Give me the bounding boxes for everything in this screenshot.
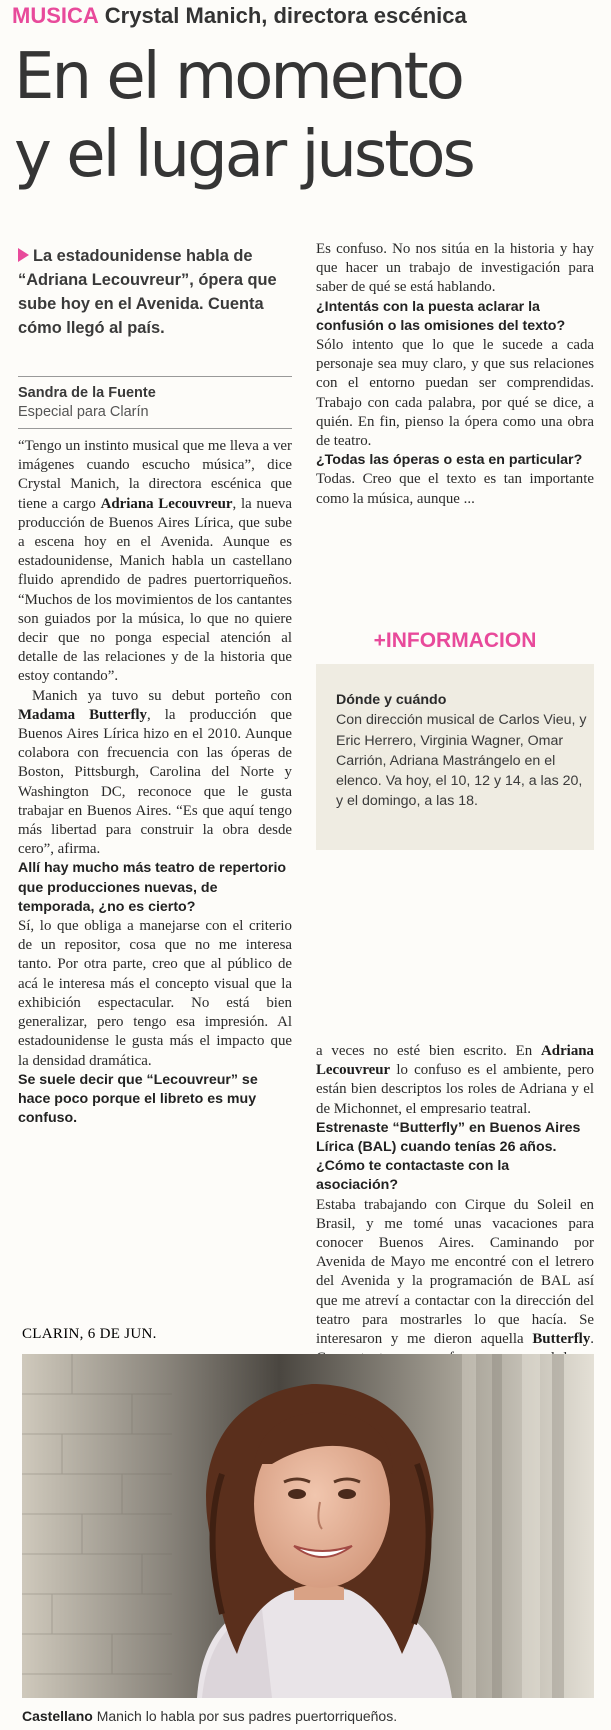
answer: Es confuso. No nos sitúa en la historia y hay que hacer un trabajo de investigación para saber de qué se está hablando.	[316, 241, 594, 296]
paragraph-text: lo confuso es el ambiente, pero están bien descriptos los roles de Adriana y el de Michonnet, el empresario teatral.	[316, 1062, 594, 1117]
caption-text: Manich lo habla por sus padres puertorriqueños.	[96, 1708, 398, 1724]
answer: Todas. Creo que el texto es tan importante como la música, aunque ...	[316, 471, 594, 507]
info-content	[336, 690, 588, 812]
arrow-icon	[18, 248, 29, 262]
source-stamp: CLARIN, 6 DE JUN.	[22, 1326, 157, 1342]
divider	[18, 428, 292, 429]
kicker-title: Crystal Manich, directora escénica	[104, 3, 467, 28]
paragraph	[18, 437, 292, 687]
headline-line-2: y el lugar justos	[14, 118, 473, 192]
paragraph	[18, 687, 292, 860]
column-right-top	[316, 240, 594, 509]
headline	[14, 38, 609, 194]
paragraph-text: , la producción que Buenos Aires Lírica hizo en el 2010. Aunque colabora con frecuencia con las óperas de Boston, Pittsburgh, Carolina del Norte y Washington DC, reconoce que le gusta trabajar en Buenos Aires. “Es que aquí tengo más libertad para construir la obra desde cero”, afirma.	[18, 706, 292, 858]
question: Estrenaste “Butterfly” en Buenos Aires Lírica (BAL) cuando tenías 26 años. ¿Cómo te contactaste con la asociación?	[316, 1119, 581, 1194]
answer	[316, 1042, 594, 1119]
column-right-bottom	[316, 1042, 594, 1388]
bold-title: Madama Butterfly	[18, 706, 147, 723]
question: ¿Todas las óperas o esta en particular?	[316, 452, 583, 469]
info-box	[316, 664, 594, 850]
info-heading: Dónde y cuándo	[336, 692, 447, 708]
deck-text: La estadounidense habla de “Adriana Lecouvreur”, ópera que sube hoy en el Avenida. Cuenta cómo llegó al país.	[18, 247, 277, 337]
headline-line-1: En el momento	[14, 40, 462, 114]
caption-lead: Castellano	[22, 1708, 93, 1724]
info-title: +INFORMACION	[373, 629, 537, 652]
paragraph-text: “Tengo un instinto musical que me lleva a ver imágenes cuando escucho música”, dice Crystal Manich, la directora escénica que tiene a cargo	[18, 438, 292, 512]
paragraph-text: Manich ya tuvo su debut porteño con	[32, 687, 292, 704]
paragraph-text: , la nueva producción de Buenos Aires Lírica, que sube a escena hoy en el Avenida. Aunque es estadounidense, Manich habla un castellano fluido aprendido de padres puertorriqueños. “Muchos de los movimientos de los cantantes son guiados por la música, lo que no quiere decir que no ponga especial atención al detalle de las relaciones y de la historia que estoy contando”.	[18, 495, 292, 685]
paragraph-text: Estaba trabajando con Cirque du Soleil en Brasil, y me tomé unas vacaciones para conocer Buenos Aires. Caminando por Avenida de Mayo me encontré con el letrero del Avenida y la programación de BAL así que me atreví a contactar con la dirección del teatro para mostrarles lo que hacía. Se interesaron y me dieron aquella	[316, 1196, 594, 1348]
paragraph-text: a veces no esté bien escrito. En	[316, 1043, 533, 1059]
article-kicker	[12, 2, 607, 30]
divider	[18, 376, 292, 377]
answer: Sólo intento que lo que le sucede a cada personaje sea muy claro, y que sus relaciones con el entorno puedan ser comprendidas. Trabajo con cada palabra, por qué se dice, a quién. En fin, pienso la ópera como una obra de teatro.	[316, 337, 594, 450]
photo-caption	[22, 1708, 602, 1724]
question: Se suele decir que “Lecouvreur” se hace poco porque el libreto es muy confuso.	[18, 1071, 258, 1127]
bold-title: Adriana Lecouvreur	[100, 495, 233, 512]
byline	[18, 384, 292, 422]
question: ¿Intentás con la puesta aclarar la confusión o las omisiones del texto?	[316, 298, 566, 334]
column-left	[18, 437, 292, 1128]
info-body: Con dirección musical de Carlos Vieu, y Eric Herrero, Virginia Wagner, Omar Carrión, Adriana Mastrángelo en el elenco. Va hoy, el 10, 12 y 14, a las 20, y el domingo, a las 18.	[336, 712, 587, 810]
question: Allí hay mucho más teatro de repertorio que producciones nuevas, de temporada, ¿no es cierto?	[18, 860, 287, 915]
bold-title: Butterfly	[532, 1331, 591, 1348]
paragraph-text: .	[590, 1331, 594, 1348]
answer: Sí, lo que obliga a manejarse con el criterio de un repositor, cosa que no me interesa tanto. Por otra parte, creo que al público de acá le interesa más el concepto visual que la exhibición espectacular. No está bien generalizar, pero tengo esa impresión. Al estadounidense le gusta más el impacto que la densidad dramática.	[18, 918, 292, 1069]
author-name: Sandra de la Fuente	[18, 385, 156, 401]
portrait-photo	[22, 1354, 594, 1698]
author-role: Especial para Clarín	[18, 404, 149, 420]
bold-title: Adriana Lecouvreur	[316, 1043, 594, 1079]
deck	[18, 244, 293, 340]
portrait-illustration	[22, 1354, 594, 1698]
section-label: MUSICA	[12, 3, 99, 28]
